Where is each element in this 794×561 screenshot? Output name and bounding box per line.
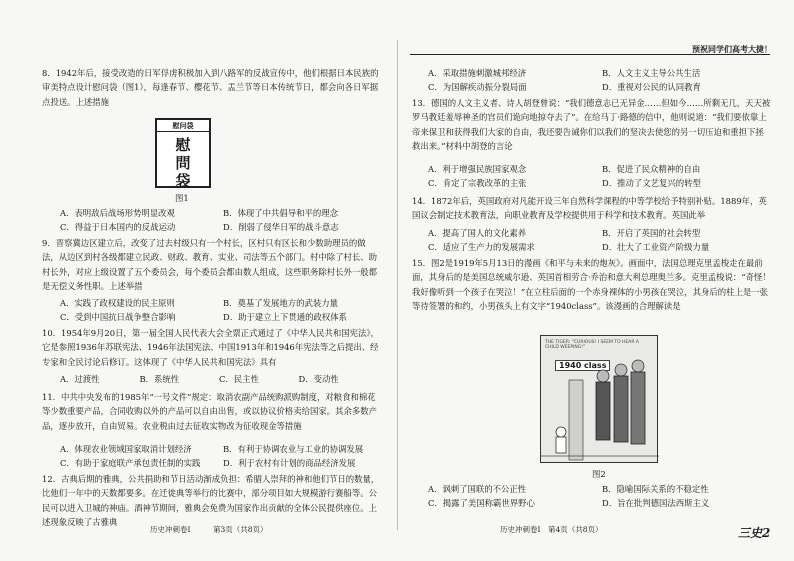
question-9-stem: 9．晋察冀边区建立后，改变了过去村级只有一个村长，区村只有区长和少数助理员的做法，从边区到村各级都建立民政、财政、教育、实业、司法等五个部门。村中除了村长、助村长外，对应上级设置了五个委员会，每个委员会都由数人组成，这些职务除村长外一般都是无偿义务性职。上述举措	[42, 238, 377, 292]
cartoon-figure-head	[597, 370, 609, 382]
cartoon-figure-head	[615, 364, 627, 376]
figure-1-caption: 图1	[175, 193, 189, 203]
question-15-stem: 15．图2是1919年5月13日的漫画《和平与未来的炮灰》。画面中，法国总理克里孟梭走在最前面，其身后的是美国总统威尔逊、英国首相劳合·乔治和意大利总理奥兰多。克里孟梭说：“奇怪！我好像听到一个孩子在哭泣！”在立柱后面的一个赤身裸体的小男孩在哭泣，其身后的柱上是一张等待签署的和约，小男孩头上有文字“1940class”。该漫画的合理解读是	[412, 258, 771, 312]
question-15	[412, 256, 772, 314]
option-b[interactable]: B．促进了民众精神的自由	[602, 164, 701, 174]
option-c[interactable]: C．有助于家庭联产承包责任制的实践	[60, 458, 201, 469]
figure-1-title: 慰问袋	[157, 120, 209, 132]
question-10-stem: 10．1954年9月20日，第一届全国人民代表大会全票正式通过了《中华人民共和国宪法》，它是参照1936年苏联宪法、1946年法国宪法、中国1913年和1946年宪法等之后提出、经专家和全民讨论后修订。这体现了《中华人民共和国宪法》具有	[42, 328, 379, 367]
option-b[interactable]: B．有利于协调农业与工业的协调发展	[223, 444, 364, 454]
question-10	[42, 326, 382, 369]
option-b[interactable]: B．奠基了发展地方的武装力量	[223, 298, 339, 308]
handwritten-mark: 三史2	[738, 526, 771, 540]
cartoon-child-body	[556, 437, 566, 453]
option-c[interactable]: C．得益于日本国内的反战运动	[60, 222, 176, 233]
footer-right: 历史冲刺卷Ⅰ 第4页（共8页）	[500, 525, 603, 534]
option-b[interactable]: B．开启了英国的社会转型	[602, 228, 701, 238]
option-a[interactable]: A．体现农业领域国家取消计划经济	[60, 444, 192, 454]
cartoon-figure-body	[614, 376, 628, 442]
option-d[interactable]: D．重视对公民的认同教育	[602, 82, 701, 93]
option-b[interactable]: B．体现了中共倡导和平的理念	[223, 208, 339, 218]
option-a[interactable]: A．利于增强民族国家观念	[428, 164, 527, 174]
question-13	[412, 96, 772, 154]
option-d[interactable]: D．壮大了工业资产阶级力量	[602, 242, 710, 253]
option-a[interactable]: A．过渡性	[60, 374, 100, 384]
cartoon-figure-body	[596, 382, 610, 440]
option-a[interactable]: A．实践了政权建设的民主原则	[60, 298, 175, 308]
figure-2-cartoon-caption: THE TIGER: “CURIOUS! I SEEM TO HEAR A CHILD WEEPING!”	[545, 340, 640, 350]
footer-left: 历史冲刺卷Ⅰ 第3页（共8页）	[150, 525, 268, 534]
option-c[interactable]: C．为国解疾动振分裂局面	[428, 82, 527, 93]
question-10-options	[60, 372, 378, 386]
option-c[interactable]: C．适应了生产力的发展需求	[428, 242, 535, 253]
option-a[interactable]: A．提高了国人的文化素养	[428, 228, 527, 238]
option-c[interactable]: C．受到中国抗日战争整合影响	[60, 312, 176, 323]
page-divider	[397, 40, 398, 530]
question-14-options	[428, 226, 768, 255]
figure-2-caption: 图2	[592, 469, 606, 479]
cartoon-child-head	[556, 427, 566, 437]
question-11	[42, 390, 382, 433]
question-8-stem: 8．1942年后，接受改造的日军俘虏积极加入到八路军的反战宣传中，他们根据日本民族的审美特点设计慰问袋（图1），每逢春节、樱花节、盂兰节等日本传统节日，都会向各日军据点投送。上述措施	[42, 68, 379, 107]
cartoon-figure-head	[632, 360, 644, 372]
question-14	[412, 194, 772, 223]
option-c[interactable]: C．民主性	[219, 374, 259, 384]
question-13-stem: 13．德国的人文主义者、诗人胡登曾说：“我们德意志已无异金……但如今……所剩无几，天天被罗马教廷羞辱神圣的宫员们诡向地掠夺去了”。在给马丁·路德的信中，他则说道：“我们要依靠上帝来保卫和获得我们大家的自由，我还要告诫你们以我们的坚决去使您的另一切压迫和重担下拯救出来。”材料中胡登的言论	[412, 98, 771, 152]
option-d[interactable]: D．推动了文艺复兴的转型	[602, 178, 701, 189]
cartoon-pillar	[569, 380, 583, 460]
figure-2-cartoon	[540, 335, 658, 463]
figure-2-label: 1940 class	[555, 360, 610, 371]
question-9-options	[60, 296, 378, 325]
question-9	[42, 236, 382, 294]
option-a[interactable]: A．表明敌后战场形势明显改观	[60, 208, 175, 218]
option-a[interactable]: A．采取措施刺激城邦经济	[428, 68, 527, 78]
option-b[interactable]: B．系统性	[139, 374, 180, 384]
option-c[interactable]: C．揭露了美国称霸世界野心	[428, 498, 535, 509]
question-8	[42, 66, 382, 109]
option-d[interactable]: D．助于建立上下贯通的政权体系	[223, 312, 347, 323]
option-b[interactable]: B．隐喻国际关系的不稳定性	[602, 484, 709, 494]
figure-1-comfort-bag	[155, 118, 211, 188]
question-11-stem: 11．中共中央发布的1985年“一号文件”规定：取消农副产品统购派购制度，对粮食和棉花等少数重要产品，合同收购以外的产品可以自由出售，或以协议价格卖给国家。其余多数产品，逐步放开，自由贸易。农业税由过去征收实物改为征收现金等措施	[42, 392, 377, 431]
option-d[interactable]: D．利于农村有计划的商品经济发展	[223, 458, 356, 469]
option-b[interactable]: B．人文主义主导公共生活	[602, 68, 701, 78]
option-d[interactable]: D．旨在批判德国法西斯主义	[602, 498, 710, 509]
question-11-options	[60, 442, 378, 471]
question-12-stem: 12．古典后期的雅典，公共捐助和节日活动渐成负担：希腊人崇拜的神和他们节日的数量，比他们一年中的天数都要多。在迁徙典等举行的比赛中，部分项目如大规模游行赛船等。公民可以进入卫城的神庙。酒神节期间，雅典会免费为国家作出贡献的全体公民提供座位。上述现象反映了古雅典	[42, 474, 380, 528]
question-15-options	[428, 482, 768, 511]
header-slogan: 预祝同学们高考大捷！	[692, 44, 772, 54]
cartoon-figure-body	[631, 372, 645, 444]
question-12-options	[428, 66, 768, 95]
question-8-options	[60, 206, 378, 235]
question-13-options	[428, 162, 768, 191]
question-12	[42, 472, 382, 528]
figure-2-illustration	[541, 336, 659, 464]
option-a[interactable]: A．讽刺了国联的不公正性	[428, 484, 527, 494]
figure-1-text: 慰 問 袋	[175, 136, 191, 190]
option-c[interactable]: C．肯定了宗教改革的主张	[428, 178, 527, 189]
option-d[interactable]: D．削弱了侵华日军的战斗意志	[223, 222, 339, 233]
option-d[interactable]: D．变动性	[298, 374, 339, 384]
question-14-stem: 14．1872年后，英国政府对凡能开设三年自然科学课程的中等学校给予特别补贴。1889年，英国议会制定技术教育法，向职业教育及学校提供用于科学和技术教育。英国此举	[412, 196, 767, 221]
